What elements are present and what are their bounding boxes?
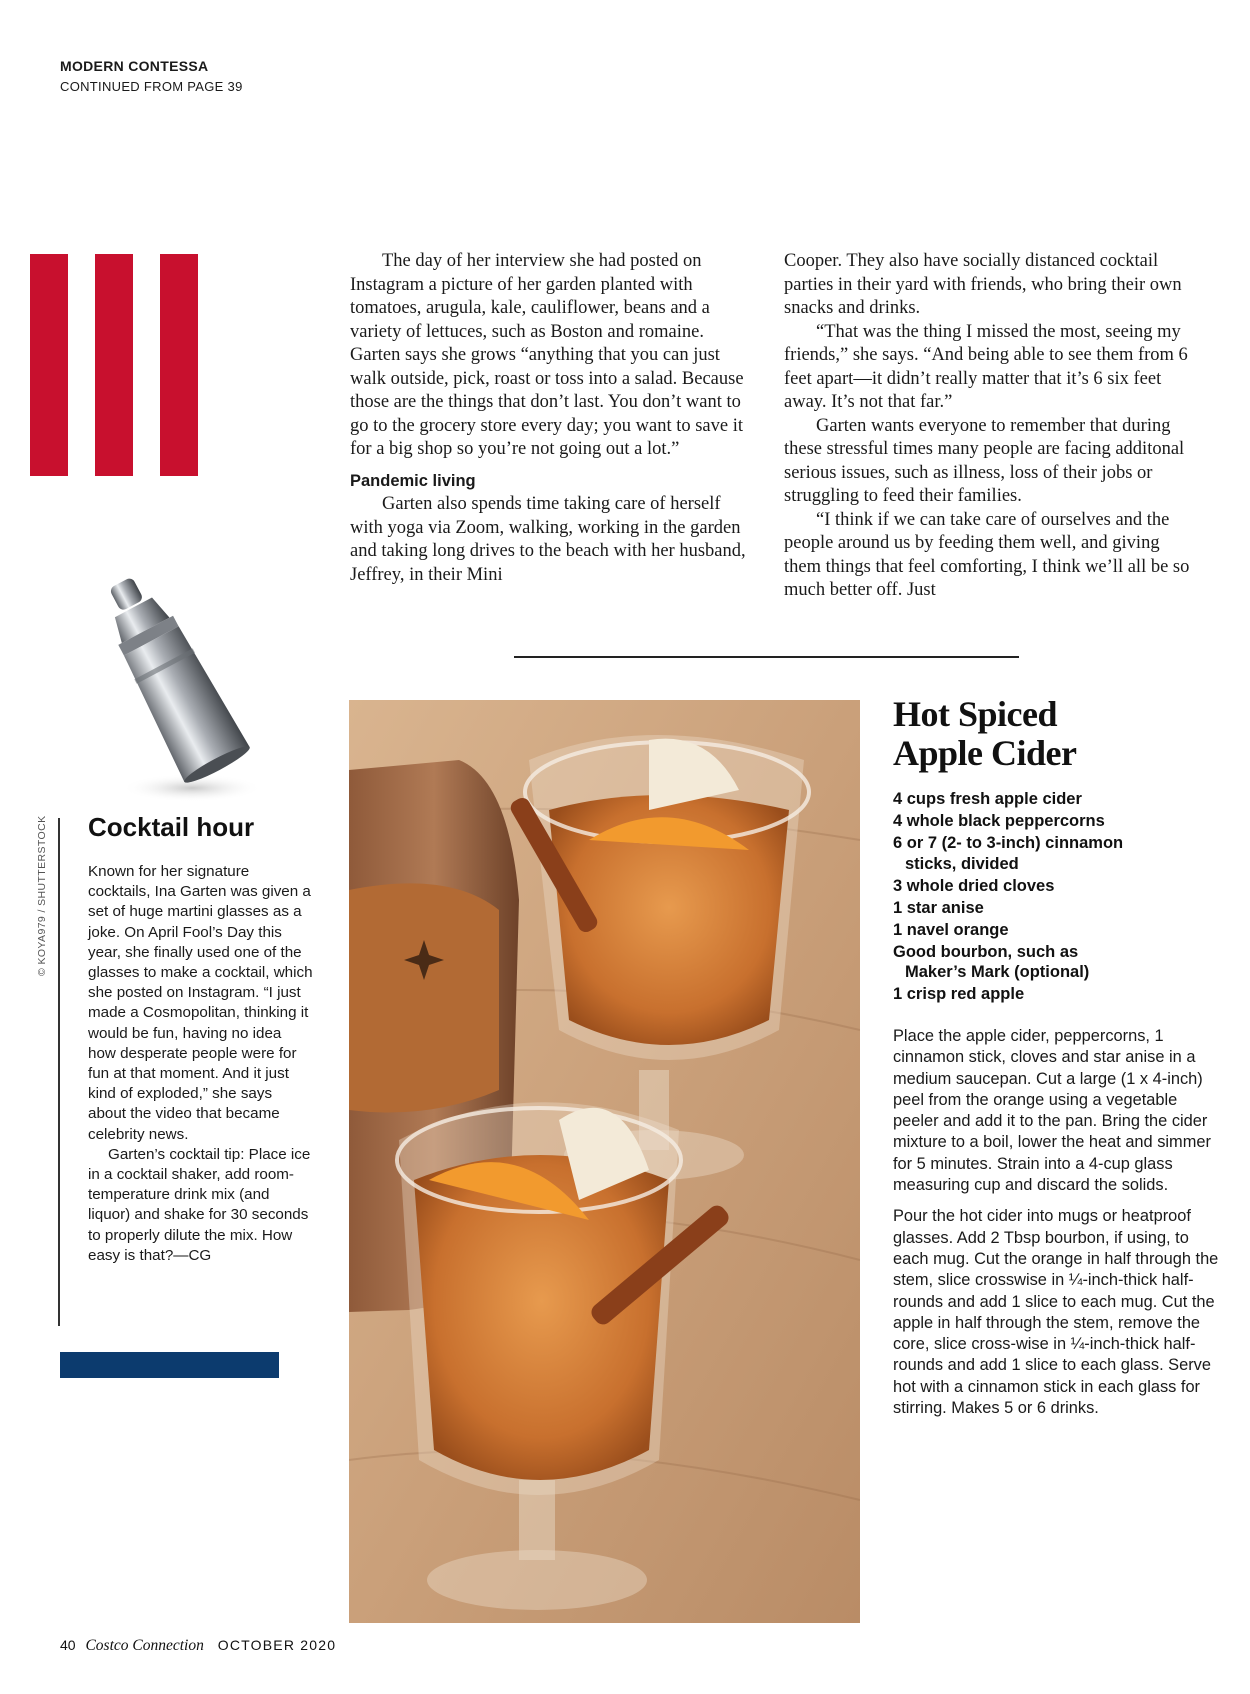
sidebar-rule	[58, 818, 60, 1326]
article-paragraph: “That was the thing I missed the most, seeing my friends,” she says. “And being able to see them from 6 feet apart—it didn’t really matter that it’s 6 six feet away. It’s not that far.”	[784, 321, 1188, 412]
recipe-step: Pour the hot cider into mugs or heatproof glasses. Add 2 Tbsp bourbon, if using, to each mug. Cut the orange in half through the stem, slice crosswise in ¼-inch-thick half-rounds and add 1 slice to each mug. Cut the apple in half through the stem, remove the core, slice cross-wise in ¼-inch-thick half-rounds and add 1 slice to each glass. Serve hot with a cinnamon stick in each glass for stirring. Makes 5 or 6 drinks.	[893, 1207, 1219, 1418]
page-footer	[60, 1637, 336, 1655]
recipe-title	[893, 695, 1233, 773]
red-bars-graphic	[30, 254, 200, 476]
blue-accent-bar	[60, 1352, 279, 1378]
ingredient-item	[893, 811, 1223, 832]
recipe-method	[893, 1026, 1223, 1429]
article-column-1	[350, 250, 750, 587]
continued-note: CONTINUED FROM PAGE 39	[60, 79, 243, 94]
ingredient-list	[893, 789, 1223, 1006]
red-bar	[160, 254, 198, 476]
ingredient-item	[893, 789, 1223, 810]
ingredient-item	[893, 833, 1223, 874]
ingredient-item	[893, 876, 1223, 897]
article-column-2	[784, 250, 1199, 603]
ingredient-item	[893, 984, 1223, 1005]
recipe-title-line: Apple Cider	[893, 733, 1077, 773]
recipe-title-line: Hot Spiced	[893, 694, 1058, 734]
article-paragraph: The day of her interview she had posted on Instagram a picture of her garden planted with tomatoes, arugula, kale, cauliflower, beans and a variety of lettuces, such as Boston and romaine. Garten says she grows “anything that you can just walk outside, pick, roast or toss into a salad. Because those are the things that don’t last. You don’t want to go to the grocery store every day; you want to save it for a big shop so you’re not going out a lot.”	[350, 251, 744, 459]
section-title: MODERN CONTESSA	[60, 58, 209, 74]
sidebar-body	[88, 862, 313, 1266]
ingredient-item	[893, 898, 1223, 919]
ingredient-text-continued: Maker’s Mark (optional)	[905, 963, 1090, 981]
article-paragraph: Garten also spends time taking care of herself with yoga via Zoom, walking, working in the garden and taking long drives to the beach with her husband, Jeffrey, in their Mini	[350, 494, 746, 585]
section-divider	[514, 656, 1019, 658]
ingredient-text-continued: sticks, divided	[905, 854, 1019, 873]
red-bar	[30, 254, 68, 476]
apple-cider-photo	[349, 700, 860, 1623]
sidebar-paragraph: Garten’s cocktail tip: Place ice in a cocktail shaker, add room-temperature drink mix (and liquor) and shake for 30 seconds to properly dilute the mix. How easy is that?—CG	[88, 1145, 311, 1264]
ingredient-text: Good bourbon, such as	[893, 942, 1079, 961]
cocktail-shaker-image	[92, 560, 262, 810]
magazine-name: Costco Connection	[85, 1637, 204, 1654]
article-paragraph: Cooper. They also have socially distanced cocktail parties in their yard with friends, who bring their own snacks and drinks.	[784, 251, 1182, 318]
article-paragraph: “I think if we can take care of ourselves and the people around us by feeding them well, and giving them things that feel comforting, I think we’ll all be so much better off. Just	[784, 509, 1190, 600]
ingredient-text: 3 whole dried cloves	[893, 876, 1055, 895]
article-paragraph: Garten wants everyone to remember that during these stressful times many people are facing additonal serious issues, such as illness, loss of their jobs or struggling to feed their families.	[784, 415, 1185, 506]
ingredient-text: 1 star anise	[893, 898, 984, 917]
ingredient-text: 1 crisp red apple	[893, 985, 1025, 1003]
issue-date: OCTOBER 2020	[217, 1637, 337, 1653]
ingredient-text: 1 navel orange	[893, 920, 1009, 939]
sidebar-paragraph: Known for her signature cocktails, Ina Garten was given a set of huge martini glasses as a joke. On April Fool’s Day this year, she finally used one of the glasses to make a cocktail, which she posted on Instagram. “I just made a Cosmopolitan, thinking it would be fun, having no idea how desperate people were for fun at that moment. And it just kind of exploded,” she says about the video that became celebrity news.	[88, 863, 313, 1143]
ingredient-item	[893, 942, 1223, 983]
page-number: 40	[60, 1637, 76, 1653]
photo-credit: © KOYA979 / SHUTTERSTOCK	[36, 815, 48, 976]
red-bar	[95, 254, 133, 476]
article-subhead: Pandemic living	[350, 471, 476, 490]
ingredient-item	[893, 920, 1223, 941]
recipe-step: Place the apple cider, peppercorns, 1 cinnamon stick, cloves and star anise in a medium saucepan. Cut a large (1 x 4-inch) peel from the orange using a vegetable peeler and add it to the pan. Bring the cider mixture to a boil, lower the heat and simmer for 5 minutes. Strain into a 4-cup glass measuring cup and discard the solids.	[893, 1027, 1211, 1195]
sidebar-title: Cocktail hour	[88, 812, 255, 842]
ingredient-text: 4 whole black peppercorns	[893, 812, 1105, 830]
ingredient-text: 4 cups fresh apple cider	[893, 790, 1082, 808]
ingredient-text: 6 or 7 (2- to 3-inch) cinnamon	[893, 834, 1124, 852]
